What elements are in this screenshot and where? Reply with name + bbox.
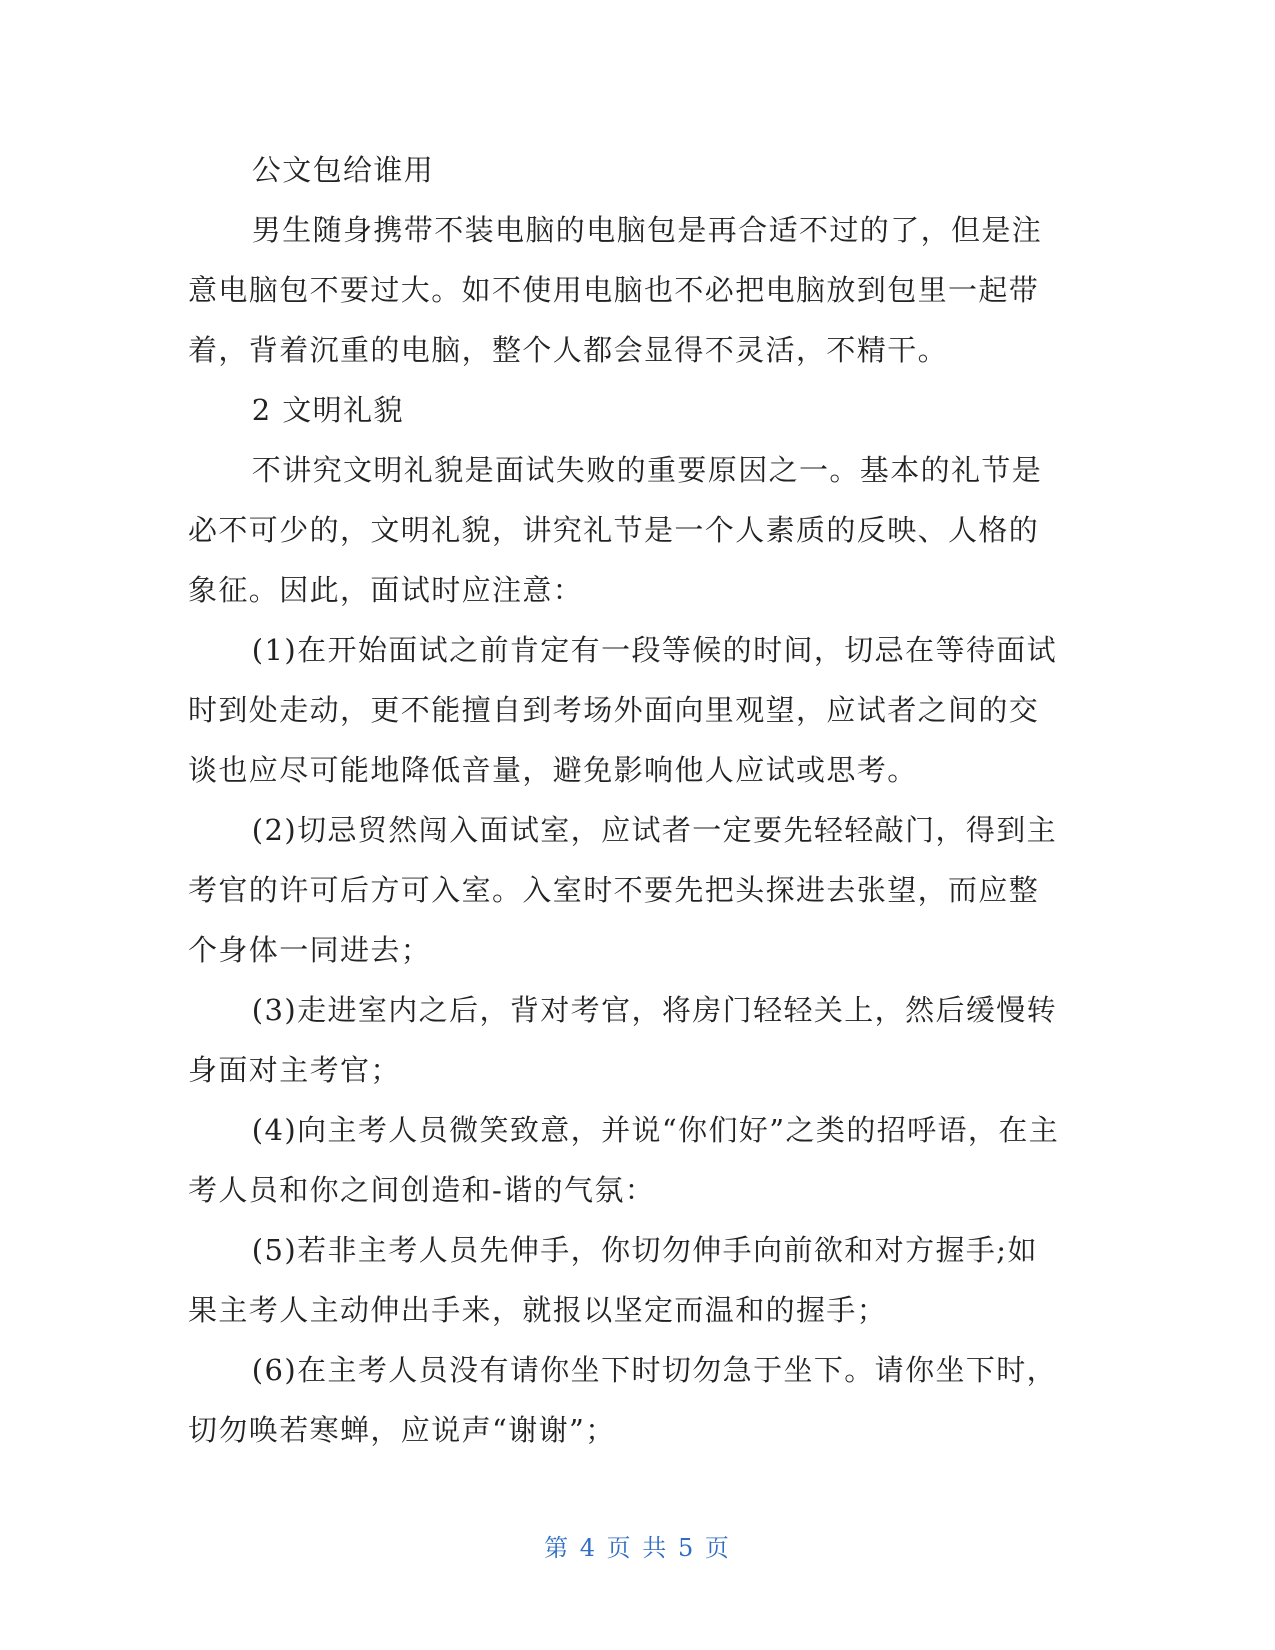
paragraph: 男生随身携带不装电脑的电脑包是再合适不过的了，但是注意电脑包不要过大。如不使用电脑也不必把电脑放到包里一起带着，背着沉重的电脑，整个人都会显得不灵活，不精干。 [188,213,1043,367]
section-heading-courtesy: 2 文明礼貌 [251,393,404,427]
paragraph-heading-briefcase: 公文包给谁用 [251,153,435,187]
list-item: (2)切忌贸然闯入面试室，应试者一定要先轻轻敲门，得到主考官的许可后方可入室。入室时不要先把头探进去张望，而应整个身体一同进去； [188,813,1058,967]
list-item: (5)若非主考人员先伸手，你切勿伸手向前欲和对方握手;如果主考人主动伸出手来，就报以坚定而温和的握手； [188,1233,1038,1327]
list-item: (6)在主考人员没有请你坐下时切勿急于坐下。请你坐下时，切勿唤若寒蝉，应说声“谢谢”； [188,1353,1058,1447]
page-number-footer: 第 4 页 共 5 页 [544,1534,731,1562]
paragraph: 不讲究文明礼貌是面试失败的重要原因之一。基本的礼节是必不可少的，文明礼貌，讲究礼节是一个人素质的反映、人格的象征。因此，面试时应注意： [188,453,1043,607]
list-item: (1)在开始面试之前肯定有一段等候的时间，切忌在等待面试时到处走动，更不能擅自到考场外面向里观望，应试者之间的交谈也应尽可能地降低音量，避免影响他人应试或思考。 [188,633,1058,787]
document-body [188,140,1068,1460]
list-item: (3)走进室内之后，背对考官，将房门轻轻关上，然后缓慢转身面对主考官； [188,993,1058,1087]
list-item: (4)向主考人员微笑致意，并说“你们好”之类的招呼语，在主考人员和你之间创造和-谐的气氛： [188,1113,1060,1207]
